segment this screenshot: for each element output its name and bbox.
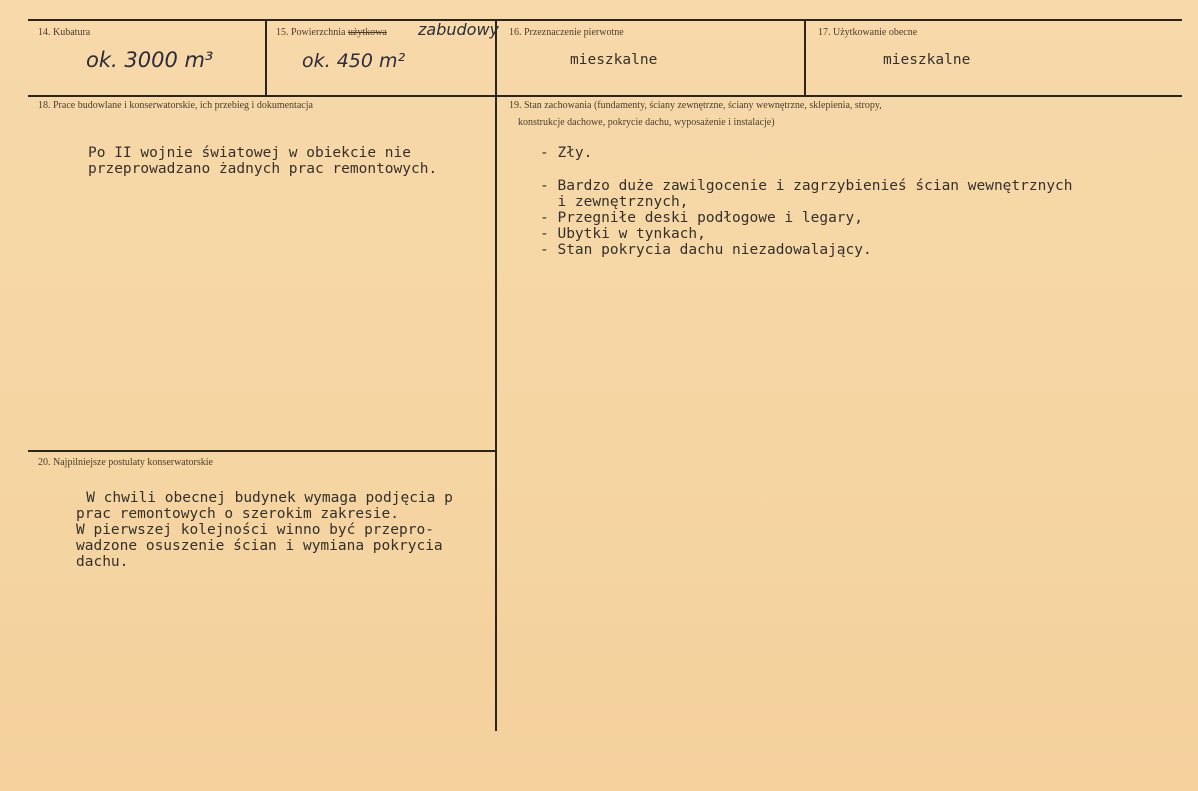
field-18-line: przeprowadzano żadnych prac remontowych.	[88, 161, 438, 177]
field-14-value: ok. 3000 m³	[86, 48, 214, 72]
field-15-label-struck: użytkowa	[347, 27, 387, 38]
col-divider-3	[804, 19, 806, 96]
field-15-label-handwritten: zabudowy	[418, 20, 499, 39]
top-border	[28, 19, 1182, 21]
field-16-label: 16. Przeznaczenie pierwotne	[509, 27, 624, 38]
field-19-summary: - Zły.	[540, 145, 593, 161]
field-19-line: - Przegniłe deski podłogowe i legary,	[540, 210, 864, 226]
field-20-line: W chwili obecnej budynek wymaga podjęcia p	[60, 490, 453, 506]
field-15-value: ok. 450 m²	[302, 50, 406, 72]
col-divider-2	[495, 19, 497, 731]
field-19-label-line1: 19. Stan zachowania (fundamenty, ściany zewnętrzne, ściany wewnętrzne, sklepienia, stropy,	[509, 100, 882, 111]
field-20-label: 20. Najpilniejsze postulaty konserwatorskie	[38, 457, 213, 468]
field-15-label-prefix: 15. Powierzchnia	[276, 27, 346, 38]
field-20-line: W pierwszej kolejności winno być przepro-	[76, 522, 434, 538]
field-19-line: i zewnętrznych,	[540, 194, 689, 210]
field-17-label: 17. Użytkowanie obecne	[818, 27, 918, 38]
row1-bottom-border	[28, 95, 1182, 97]
field-20-line: dachu.	[76, 554, 129, 570]
field-20-line: wadzone osuszenie ścian i wymiana pokrycia	[76, 538, 443, 554]
field-18-line: Po II wojnie światowej w obiekcie nie	[88, 145, 412, 161]
field-19-label-line2: konstrukcje dachowe, pokrycie dachu, wyposażenie i instalacje)	[518, 117, 775, 128]
section-divider-20	[28, 450, 496, 452]
field-19-line: - Ubytki w tynkach,	[540, 226, 706, 242]
field-16-value: mieszkalne	[570, 52, 658, 68]
field-20-line: prac remontowych o szerokim zakresie.	[76, 506, 400, 522]
field-18-label: 18. Prace budowlane i konserwatorskie, ich przebieg i dokumentacja	[38, 100, 313, 111]
col-divider-1	[265, 19, 267, 96]
field-17-value: mieszkalne	[883, 52, 971, 68]
field-19-line: - Bardzo duże zawilgocenie i zagrzybienieś ścian wewnętrznych	[540, 178, 1073, 194]
field-14-label: 14. Kubatura	[38, 27, 91, 38]
field-15-label	[276, 27, 387, 38]
field-19-line: - Stan pokrycia dachu niezadowalający.	[540, 242, 872, 258]
